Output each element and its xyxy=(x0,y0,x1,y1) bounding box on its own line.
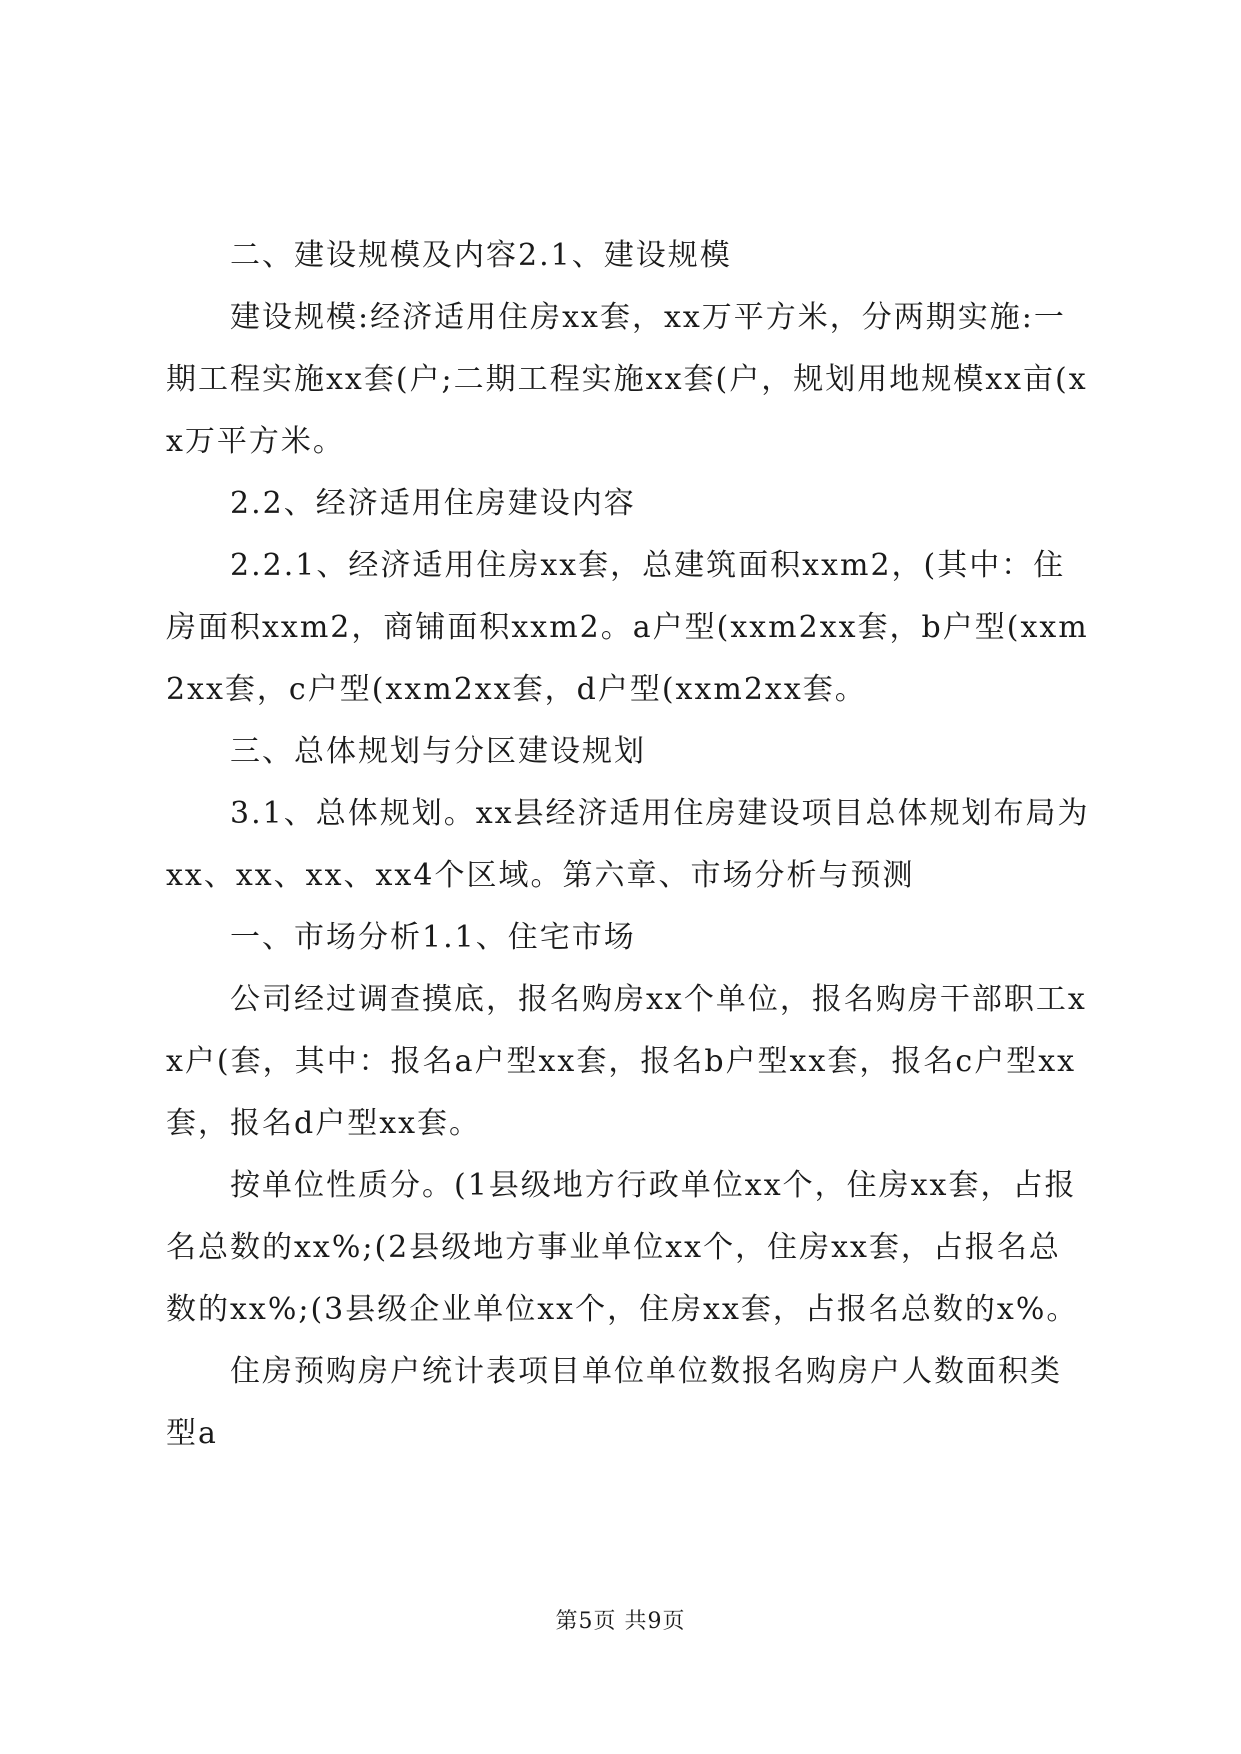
document-body xyxy=(166,225,1092,1465)
subsection-heading-2-2: 2.2、经济适用住房建设内容 xyxy=(230,486,636,521)
paragraph-statistics-table-caption: 住房预购房户统计表项目单位单位数报名购房户人数面积类型a xyxy=(166,1354,1062,1451)
section-heading-market-analysis: 一、市场分析1.1、住宅市场 xyxy=(230,920,636,955)
section-heading-2: 二、建设规模及内容2.1、建设规模 xyxy=(230,238,732,273)
section-heading-3: 三、总体规划与分区建设规划 xyxy=(230,734,646,769)
page-number-footer: 第5页 共9页 xyxy=(555,1609,686,1634)
paragraph-survey: 公司经过调查摸底，报名购房xx个单位，报名购房干部职工xx户(套，其中：报名a户型xx套，报名b户型xx套，报名c户型xx套，报名d户型xx套。 xyxy=(166,982,1087,1141)
paragraph-construction-scale: 建设规模:经济适用住房xx套，xx万平方米，分两期实施:一期工程实施xx套(户;二期工程实施xx套(户，规划用地规模xx亩(xx万平方米。 xyxy=(166,300,1088,459)
paragraph-overall-planning: 3.1、总体规划。xx县经济适用住房建设项目总体规划布局为xx、xx、xx、xx4个区域。第六章、市场分析与预测 xyxy=(166,796,1090,893)
paragraph-unit-nature: 按单位性质分。(1县级地方行政单位xx个，住房xx套，占报名总数的xx%;(2县级地方事业单位xx个，住房xx套，占报名总数的xx%;(3县级企业单位xx个，住房xx套，占报名总数的x%。 xyxy=(166,1168,1079,1327)
paragraph-housing-units: 2.2.1、经济适用住房xx套，总建筑面积xxm2，(其中：住房面积xxm2，商铺面积xxm2。a户型(xxm2xx套，b户型(xxm2xx套，c户型(xxm2xx套，d户型(xxm2xx套。 xyxy=(166,548,1089,707)
